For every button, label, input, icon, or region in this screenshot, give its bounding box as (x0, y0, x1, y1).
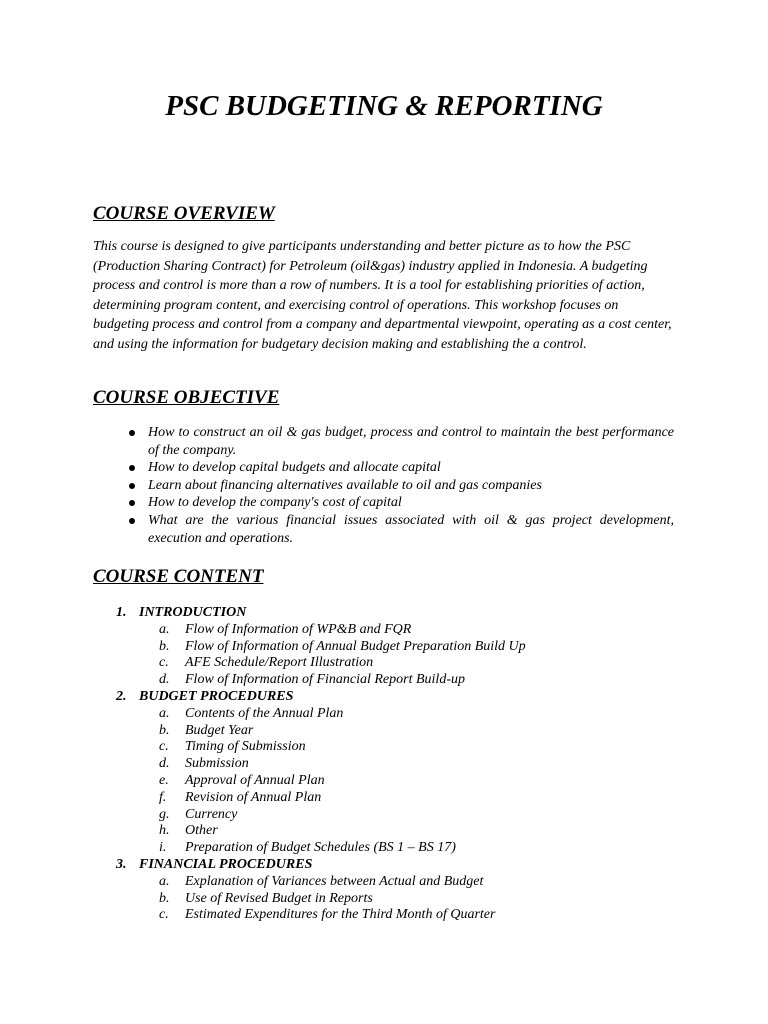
list-item (116, 823, 676, 840)
item-marker: c. (159, 655, 169, 671)
item-text: Contents of the Annual Plan (185, 705, 344, 721)
item-text: Currency (185, 806, 238, 822)
item-marker: a. (159, 621, 170, 637)
item-text: Budget Year (185, 722, 254, 738)
bullet-icon (129, 430, 135, 436)
item-marker: b. (159, 722, 170, 738)
item-text: Submission (185, 756, 249, 772)
section-number: 1. (116, 605, 127, 620)
item-text: Approval of Annual Plan (185, 772, 325, 788)
list-item (116, 891, 676, 908)
item-marker: d. (159, 672, 170, 688)
list-item (116, 807, 676, 824)
section-number: 3. (116, 856, 127, 872)
item-marker: c. (159, 739, 169, 755)
list-item (116, 756, 676, 773)
objective-item (126, 494, 674, 512)
item-marker: d. (159, 756, 170, 772)
item-marker: f. (159, 789, 167, 805)
objective-item (126, 512, 674, 547)
list-item (116, 622, 676, 639)
item-marker: g. (159, 806, 170, 822)
item-text: Estimated Expenditures for the Third Month of Quarter (185, 907, 496, 923)
objective-text: What are the various financial issues associated with oil & gas project development, execution and operations. (148, 512, 674, 546)
item-text: Flow of Information of Annual Budget Preparation Build Up (185, 638, 526, 654)
item-marker: e. (159, 772, 169, 788)
item-text: AFE Schedule/Report Illustration (185, 655, 374, 671)
objective-text: How to develop the company's cost of capital (148, 495, 402, 511)
list-item (116, 723, 676, 740)
list-item (116, 739, 676, 756)
objective-item (126, 459, 674, 477)
list-item (116, 907, 676, 924)
bullet-icon (129, 465, 135, 471)
objective-text: How to construct an oil & gas budget, process and control to maintain the best performance of the company. (148, 425, 674, 458)
item-marker: c. (159, 907, 169, 923)
item-text: Timing of Submission (185, 739, 306, 755)
objective-item (126, 477, 674, 495)
course-content-heading: COURSE CONTENT (93, 566, 264, 587)
document-title: PSC BUDGETING & REPORTING (165, 90, 603, 122)
item-marker: i. (159, 840, 167, 856)
course-content-list (116, 605, 676, 924)
objective-item (126, 424, 674, 459)
item-marker: h. (159, 823, 170, 839)
section-title: BUDGET PROCEDURES (139, 688, 294, 704)
item-marker: a. (159, 705, 170, 721)
bullet-icon (129, 500, 135, 506)
item-text: Preparation of Budget Schedules (BS 1 – BS 17) (185, 840, 456, 856)
item-marker: b. (159, 890, 170, 906)
item-text: Revision of Annual Plan (185, 789, 322, 805)
item-text: Flow of Information of WP&B and FQR (185, 621, 412, 637)
item-text: Explanation of Variances between Actual and Budget (185, 873, 484, 889)
objective-list (126, 424, 674, 547)
list-item (116, 874, 676, 891)
item-marker: a. (159, 873, 170, 889)
list-item (116, 790, 676, 807)
bullet-icon (129, 518, 135, 524)
list-item (116, 672, 676, 689)
course-overview-heading: COURSE OVERVIEW (93, 203, 275, 224)
item-text: Other (185, 823, 218, 839)
course-overview-text: This course is designed to give participants understanding and better picture as to how the PSC (Production Sharing Contract) for Petroleum (oil&gas) industry applied in Indonesia. A budgeting process and control is more than a row of numbers. It is a tool for establishing priorities of action, determining program content, and exercising control of operations. This workshop focuses on budgeting process and control from a company and departmental viewpoint, operating as a cost center, and using the information for budgetary decision making and establishing the a control. (93, 239, 672, 352)
objective-text: Learn about financing alternatives available to oil and gas companies (148, 477, 542, 493)
list-item (116, 840, 676, 857)
list-item (116, 655, 676, 672)
item-text: Flow of Information of Financial Report Build-up (185, 672, 465, 688)
course-objective-heading: COURSE OBJECTIVE (93, 387, 280, 408)
list-item (116, 773, 676, 790)
content-section-financial-procedures (116, 857, 676, 924)
section-title: INTRODUCTION (139, 605, 247, 620)
content-section-budget-procedures (116, 689, 676, 857)
item-text: Use of Revised Budget in Reports (185, 890, 373, 906)
list-item (116, 639, 676, 656)
list-item (116, 706, 676, 723)
section-title: FINANCIAL PROCEDURES (139, 856, 313, 872)
content-section-introduction (116, 605, 676, 689)
bullet-icon (129, 483, 135, 489)
section-number: 2. (116, 688, 127, 704)
objective-text: How to develop capital budgets and allocate capital (148, 460, 441, 476)
item-marker: b. (159, 638, 170, 654)
